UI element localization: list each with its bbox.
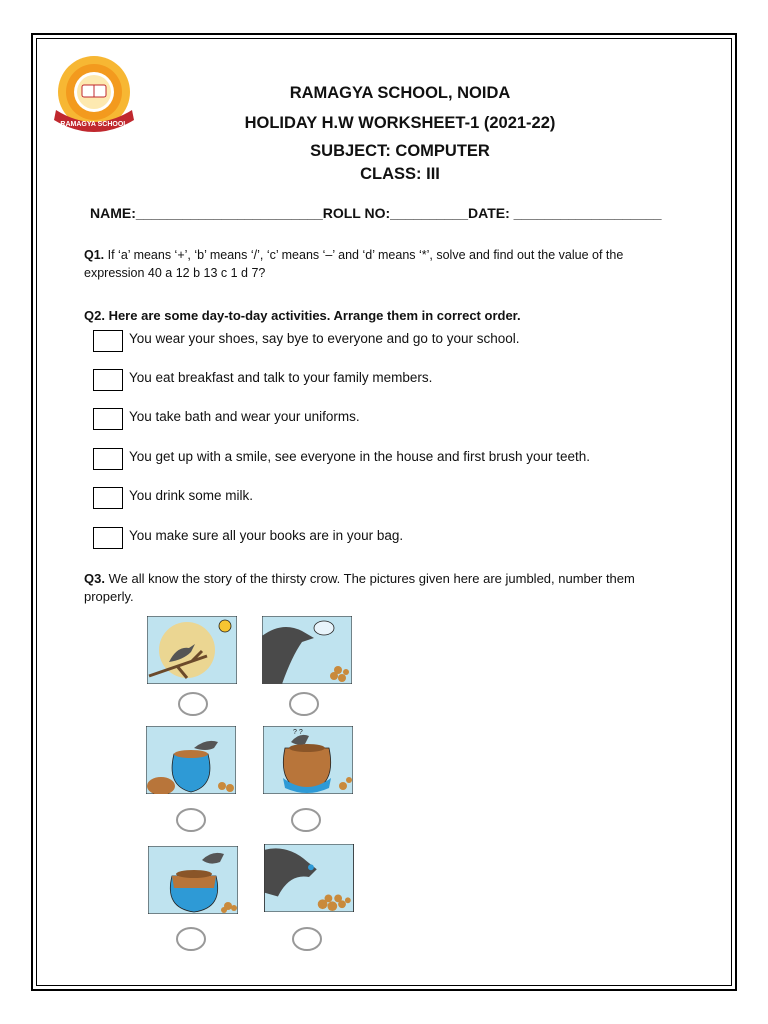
answer-circle[interactable]: [176, 690, 210, 718]
crow-on-empty-pot-picture: [263, 726, 353, 794]
answer-circle[interactable]: [290, 925, 324, 953]
student-details-line: NAME:________________________ROLL NO:__________DATE: ___________________: [90, 205, 662, 221]
answer-circle[interactable]: [174, 925, 208, 953]
class-title: CLASS: III: [360, 165, 440, 183]
answer-circle[interactable]: [289, 806, 323, 834]
crow-thinking-picture: [262, 616, 352, 684]
order-answer-box[interactable]: [93, 330, 123, 352]
question-3: [84, 570, 684, 606]
school-name: RAMAGYA SCHOOL, NOIDA: [289, 84, 511, 102]
order-answer-box[interactable]: [93, 527, 123, 549]
svg-text:? ?: ? ?: [293, 729, 303, 736]
answer-circle[interactable]: [174, 806, 208, 834]
logo-banner-text: RAMAGYA SCHOOL: [60, 121, 128, 128]
order-answer-box[interactable]: [93, 408, 123, 430]
question-2-title: Q2. Here are some day-to-day activities. Arrange them in correct order.: [84, 308, 521, 323]
activity-text: You eat breakfast and talk to your family members.: [129, 370, 433, 385]
school-logo: [48, 52, 140, 132]
question-3-number: Q3.: [84, 571, 105, 586]
question-3-text: We all know the story of the thirsty crow. The pictures given here are jumbled, number them properly.: [84, 571, 635, 604]
activity-text: You wear your shoes, say bye to everyone and go to your school.: [129, 331, 520, 346]
question-1: [84, 246, 684, 282]
activity-text: You drink some milk.: [129, 488, 254, 503]
activity-text: You make sure all your books are in your bag.: [129, 528, 404, 543]
activity-text: You get up with a smile, see everyone in the house and first brush your teeth.: [129, 449, 591, 464]
order-answer-box[interactable]: [93, 448, 123, 470]
question-1-number: Q1.: [84, 248, 105, 262]
order-answer-box[interactable]: [93, 487, 123, 509]
crow-picking-pebble-picture: [264, 844, 354, 912]
crow-dropping-pebble-picture: [148, 846, 238, 914]
worksheet-title: HOLIDAY H.W WORKSHEET-1 (2021-22): [244, 114, 556, 132]
question-1-text: If ‘a’ means ‘+’, ‘b’ means ‘/’, ‘c’ means ‘–’ and ‘d’ means ‘*’, solve and find out the value of the expression 40 a 12 b 13 c 1 d 7?: [84, 248, 624, 280]
order-answer-box[interactable]: [93, 369, 123, 391]
activity-text: You take bath and wear your uniforms.: [129, 409, 360, 424]
answer-circle[interactable]: [287, 690, 321, 718]
subject-title: SUBJECT: COMPUTER: [310, 142, 490, 160]
crow-on-full-pot-picture: [146, 726, 236, 794]
crow-on-branch-picture: [147, 616, 237, 684]
